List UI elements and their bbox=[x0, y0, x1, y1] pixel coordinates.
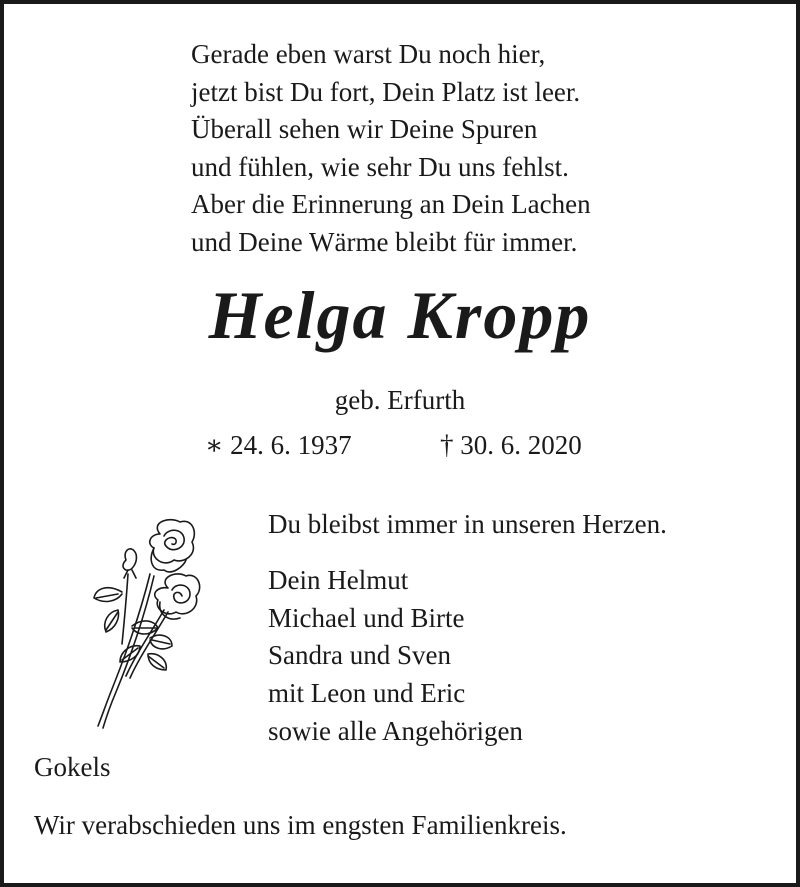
poem-line: und Deine Wärme bleibt für immer. bbox=[191, 226, 578, 257]
mourner: Michael und Birte bbox=[268, 602, 465, 633]
poem-line: Gerade eben warst Du noch hier, bbox=[191, 39, 546, 69]
poem bbox=[191, 36, 591, 261]
deceased-name: Helga Kropp bbox=[208, 277, 592, 353]
poem-line: jetzt bist Du fort, Dein Platz ist leer. bbox=[191, 76, 581, 107]
birth-date: ∗ 24. 6. 1937 bbox=[205, 430, 352, 460]
mourners-list bbox=[268, 562, 523, 751]
mourner: Dein Helmut bbox=[268, 565, 409, 595]
mourner: sowie alle Angehörigen bbox=[268, 715, 523, 746]
death-date: † 30. 6. 2020 bbox=[440, 430, 582, 460]
poem-line: und fühlen, wie sehr Du uns fehlst. bbox=[191, 151, 569, 182]
motto: Du bleibst immer in unseren Herzen. bbox=[268, 509, 667, 539]
rose-icon bbox=[88, 514, 206, 732]
mourner: mit Leon und Eric bbox=[268, 678, 466, 709]
poem-line: Überall sehen wir Deine Spuren bbox=[191, 114, 538, 144]
place-name: Gokels bbox=[34, 752, 111, 782]
maiden-name: geb. Erfurth bbox=[334, 385, 466, 415]
poem-line: Aber die Erinnerung an Dein Lachen bbox=[191, 189, 591, 219]
mourner: Sandra und Sven bbox=[268, 640, 451, 671]
closing-note: Wir verabschieden uns im engsten Familienkreis. bbox=[34, 810, 567, 840]
